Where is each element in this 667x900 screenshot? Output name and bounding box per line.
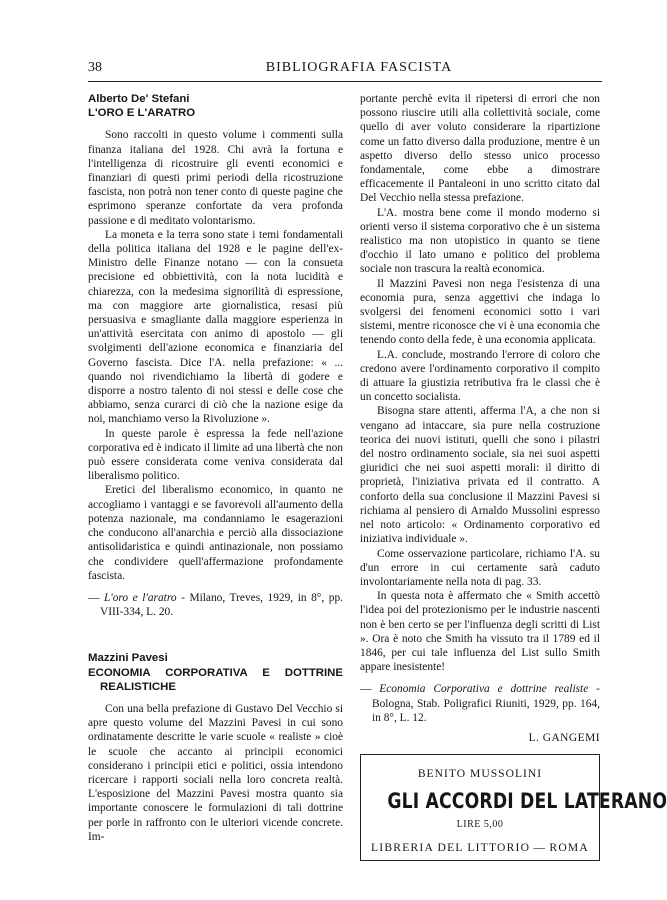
- advert-title: GLI ACCORDI DEL LATERANO: [387, 789, 667, 814]
- running-title: BIBLIOGRAFIA FASCISTA: [265, 60, 453, 75]
- review1-paragraph: La moneta e la terra sono state i temi fondamentali della politica italiana del 1928 e le pagine dell'ex-Ministro delle Finanze notano — con la consueta precisione ed obbiettività, con la nota lucidità e chiarezza, con la medesima signorilità di espressione, ma con maggiore arte giornalistica, resasi più persuasiva e smagliante dalla maggiore esperienza in un'attività esercitata con animo di apostolo — gli svolgimenti dell'azione economica e finanziaria del Governo fascista. Dice l'A. nella prefazione: « ... quando noi rivendichiamo la libertà di godere e disporre a nostro talento di noi stessi e delle cose che abbiamo, senza curarci di ciò che la nazione esige da noi, manchiamo verso la Rivoluzione ».: [88, 228, 343, 426]
- review1-citation-details: - Milano, Treves, 1929, in 8°, pp. VIII-334, L. 20.: [100, 591, 343, 619]
- advert-price: LIRE 5,00: [456, 819, 504, 831]
- review1-paragraph: In queste parole è espressa la fede nell'azione corporativa ed è indicato il limite ad una libertà che non può essere considerata come veniva considerata dal liberalismo politico.: [88, 427, 343, 483]
- review2-paragraph: In questa nota è affermato che « Smith accettò l'idea poi del protezionismo per le industrie nascenti non è ben certo se per l'influenza degli scritti di List ». Ora è noto che Smith ha vissuto tra il 1789 ed il 1846, per cui tale influenza del List sullo Smith appare inesistente!: [360, 590, 600, 674]
- advert-publisher: LIBRERIA DEL LITTORIO: [371, 840, 531, 854]
- review1-paragraph: Eretici del liberalismo economico, in quanto ne accogliamo i vantaggi e se favorevoli all'aumento della potenza nazionale, ma condanniamo le esagerazioni che conducono all'anarchia e perciò alla dissociazione antisolidaristica e quindi antinazionale, non possiamo che condividere quell'affermazione profondamente fascista.: [88, 484, 343, 582]
- left-column: [88, 92, 343, 844]
- review2-citation-title: Economia Corporativa e dottrine realiste: [379, 683, 589, 696]
- review1-title: L'ORO E L'ARATRO: [88, 107, 196, 120]
- advert-dash: —: [533, 840, 547, 854]
- review2-paragraph: Come osservazione particolare, richiamo l'A. su d'un errore in cui certamente sarà caduto involontariamente nella nota di pag. 33.: [360, 547, 600, 588]
- review1-citation: — L'oro e l'aratro - Milano, Treves, 1929, in 8°, pp. VIII-334, L. 20.: [88, 591, 343, 619]
- review2-paragraph: L'A. mostra bene come il mondo moderno si orienti verso il sistema corporativo che è un sistema realistico ma non utopistico in quanto se tiene d'occhio il lato umano e politico del problema sociale non trascura la realtà economica.: [360, 206, 600, 276]
- review1-citation-title: L'oro e l'aratro: [103, 591, 177, 604]
- book-advertisement: [360, 754, 667, 861]
- review1-paragraph: Sono raccolti in questo volume i commenti sulla finanza italiana del 1928. Chi avrà la fortuna e l'intelligenza di ricostruire gli eventi economici e finanziari di questi primi periodi della ricostruzione fascista, non potrà non tener conto di queste pagine che esprimono speranze confortate da vera profonda passione e di meditato volontarismo.: [88, 129, 343, 227]
- review2-paragraph: L.A. conclude, mostrando l'errore di coloro che credono avere l'ordinamento corporativo il compito di attuare la giustizia retributiva fra le classi che è un concetto socialista.: [360, 348, 600, 404]
- right-column: [360, 92, 667, 861]
- review2-paragraph: Bisogna stare attenti, afferma l'A, a che non si vengano ad intaccare, sia pure nella costruzione teorica dei nuovi istituti, quelli che sono i pilastri del nostro ordinamento sociale, sia nei suoi aspetti giuridici che nei suoi aspetti morali: il diritto di proprietà, l'iniziativa privata ed il contratto. A conforto della sua conclusione il Mazzini Pavesi si richiama al pensiero di Arnaldo Mussolini espresso nel noto articolo: « Ordinamento corporativo ed iniziativa individuale ».: [360, 405, 600, 546]
- page-header: [88, 58, 600, 78]
- header-rule: [88, 81, 602, 82]
- advert-author: BENITO MUSSOLINI: [417, 767, 543, 781]
- review2-paragraph: Il Mazzini Pavesi non nega l'esistenza di una economia pura, senza aggettivi che indaga lo svolgersi dei fenomeni economici sotto i vari sistemi, mentre riconosce che vi è una economia che tenendo conto della fede, è una economia applicata.: [360, 277, 600, 347]
- review2-citation: — Economia Corporativa e dottrine realiste - Bologna, Stab. Poligrafici Riuniti, 1929, pp. 164, in 8°, L. 12.: [360, 683, 600, 724]
- advert-publisher-line: [367, 841, 593, 855]
- review2-author: Mazzini Pavesi: [88, 652, 168, 665]
- review2-paragraph-continued: portante perchè evita il ripetersi di errori che non possono riuscire utili alla collettività sociale, come quello di aver voluto considerare la ripartizione come un fatto diverso dalla produzione, mentre è un aspetto diverso dello stesso unico processo fondamentale, come ebbe a dimostrare efficacemente il Pantaleoni in uno scritto citato dal Del Vecchio nella stessa prefazione.: [360, 93, 600, 205]
- reviewer-signature: L. GANGEMI: [528, 731, 600, 744]
- review2-title: ECONOMIA CORPORATIVA E DOTTRINE REALISTICHE: [88, 666, 343, 693]
- page-number: 38: [88, 60, 102, 75]
- advert-city: ROMA: [549, 840, 589, 854]
- review2-paragraph: Con una bella prefazione di Gustavo Del Vecchio si apre questo volume del Mazzini Pavesi in cui sono ordinatamente descritte le varie scuole « realiste » cioè le scuole che accanto ai principii economici considerano i principii etici e politici, ossia intendono ricercare i rapporti sociali nella loro concreta realtà. L'esposizione del Mazzini Pavesi mostra quanto sia importante conoscere le formulazioni di tali dottrine per porle in raffronto con le ulteriori vicende concrete. Im-: [88, 702, 343, 843]
- review1-author: Alberto De' Stefani: [88, 93, 190, 105]
- review2-citation-details: - Bologna, Stab. Poligrafici Riuniti, 1929, pp. 164, in 8°, L. 12.: [372, 683, 600, 724]
